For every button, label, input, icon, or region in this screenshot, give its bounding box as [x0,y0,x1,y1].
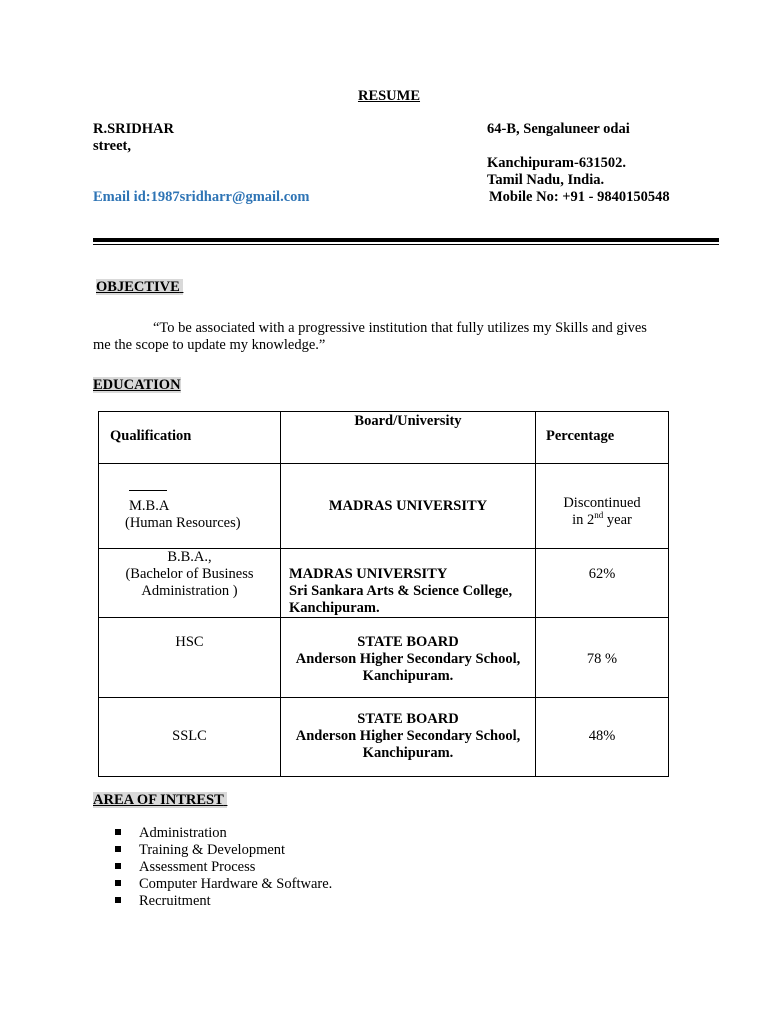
percentage-cell: Discontinued in 2nd year [536,464,669,549]
bullet-icon [115,846,121,852]
board-cell: STATE BOARD Anderson Higher Secondary School, Kanchipuram. [281,698,536,777]
list-item: Assessment Process [115,859,332,876]
bullet-icon [115,829,121,835]
objective-text: “To be associated with a progressive institution that fully utilizes my Skills and gives me the scope to update my knowledge.” [93,320,647,353]
header-divider-thin [93,244,719,245]
header-divider-thick [93,238,719,242]
percentage-cell: 48% [536,698,669,777]
page-title: RESUME [357,88,421,104]
board-header: Board/University [281,412,536,464]
qualification-cell: HSC [99,618,281,698]
address-city: Kanchipuram-631502. [487,155,626,171]
list-item: Computer Hardware & Software. [115,876,332,893]
bullet-icon [115,863,121,869]
table-header-row [99,412,669,464]
candidate-name: R.SRIDHAR [93,121,174,137]
table-row [99,618,669,698]
bullet-icon [115,880,121,886]
list-item: Training & Development [115,842,332,859]
bullet-icon [115,897,121,903]
interests-list [115,825,332,910]
board-cell: STATE BOARD Anderson Higher Secondary School, Kanchipuram. [281,618,536,698]
interests-heading: AREA OF INTREST [93,792,227,809]
address-state: Tamil Nadu, India. [487,172,605,188]
objective-heading: OBJECTIVE [96,279,183,296]
list-item: Administration [115,825,332,842]
qualification-header: Qualification [99,412,281,464]
list-item: Recruitment [115,893,332,910]
qualification-cell: B.B.A., (Bachelor of Business Administration ) [99,549,281,618]
education-heading: EDUCATION [93,377,181,393]
board-cell: MADRAS UNIVERSITY [281,464,536,549]
table-row [99,549,669,618]
board-cell: MADRAS UNIVERSITY Sri Sankara Arts & Science College, Kanchipuram. [281,549,536,618]
qualification-cell: M.B.A (Human Resources) [99,464,281,549]
address-street: street, [93,138,131,154]
qualification-cell: SSLC [99,698,281,777]
email-link[interactable]: Email id:1987sridharr@gmail.com [93,189,310,205]
education-table [98,411,669,777]
percentage-cell: 78 % [536,618,669,698]
percentage-cell: 62% [536,549,669,618]
percentage-header: Percentage [536,412,669,464]
table-row [99,464,669,549]
mobile-number: Mobile No: +91 - 9840150548 [489,189,670,205]
table-row [99,698,669,777]
address-line-1: 64-B, Sengaluneer odai [487,121,630,137]
